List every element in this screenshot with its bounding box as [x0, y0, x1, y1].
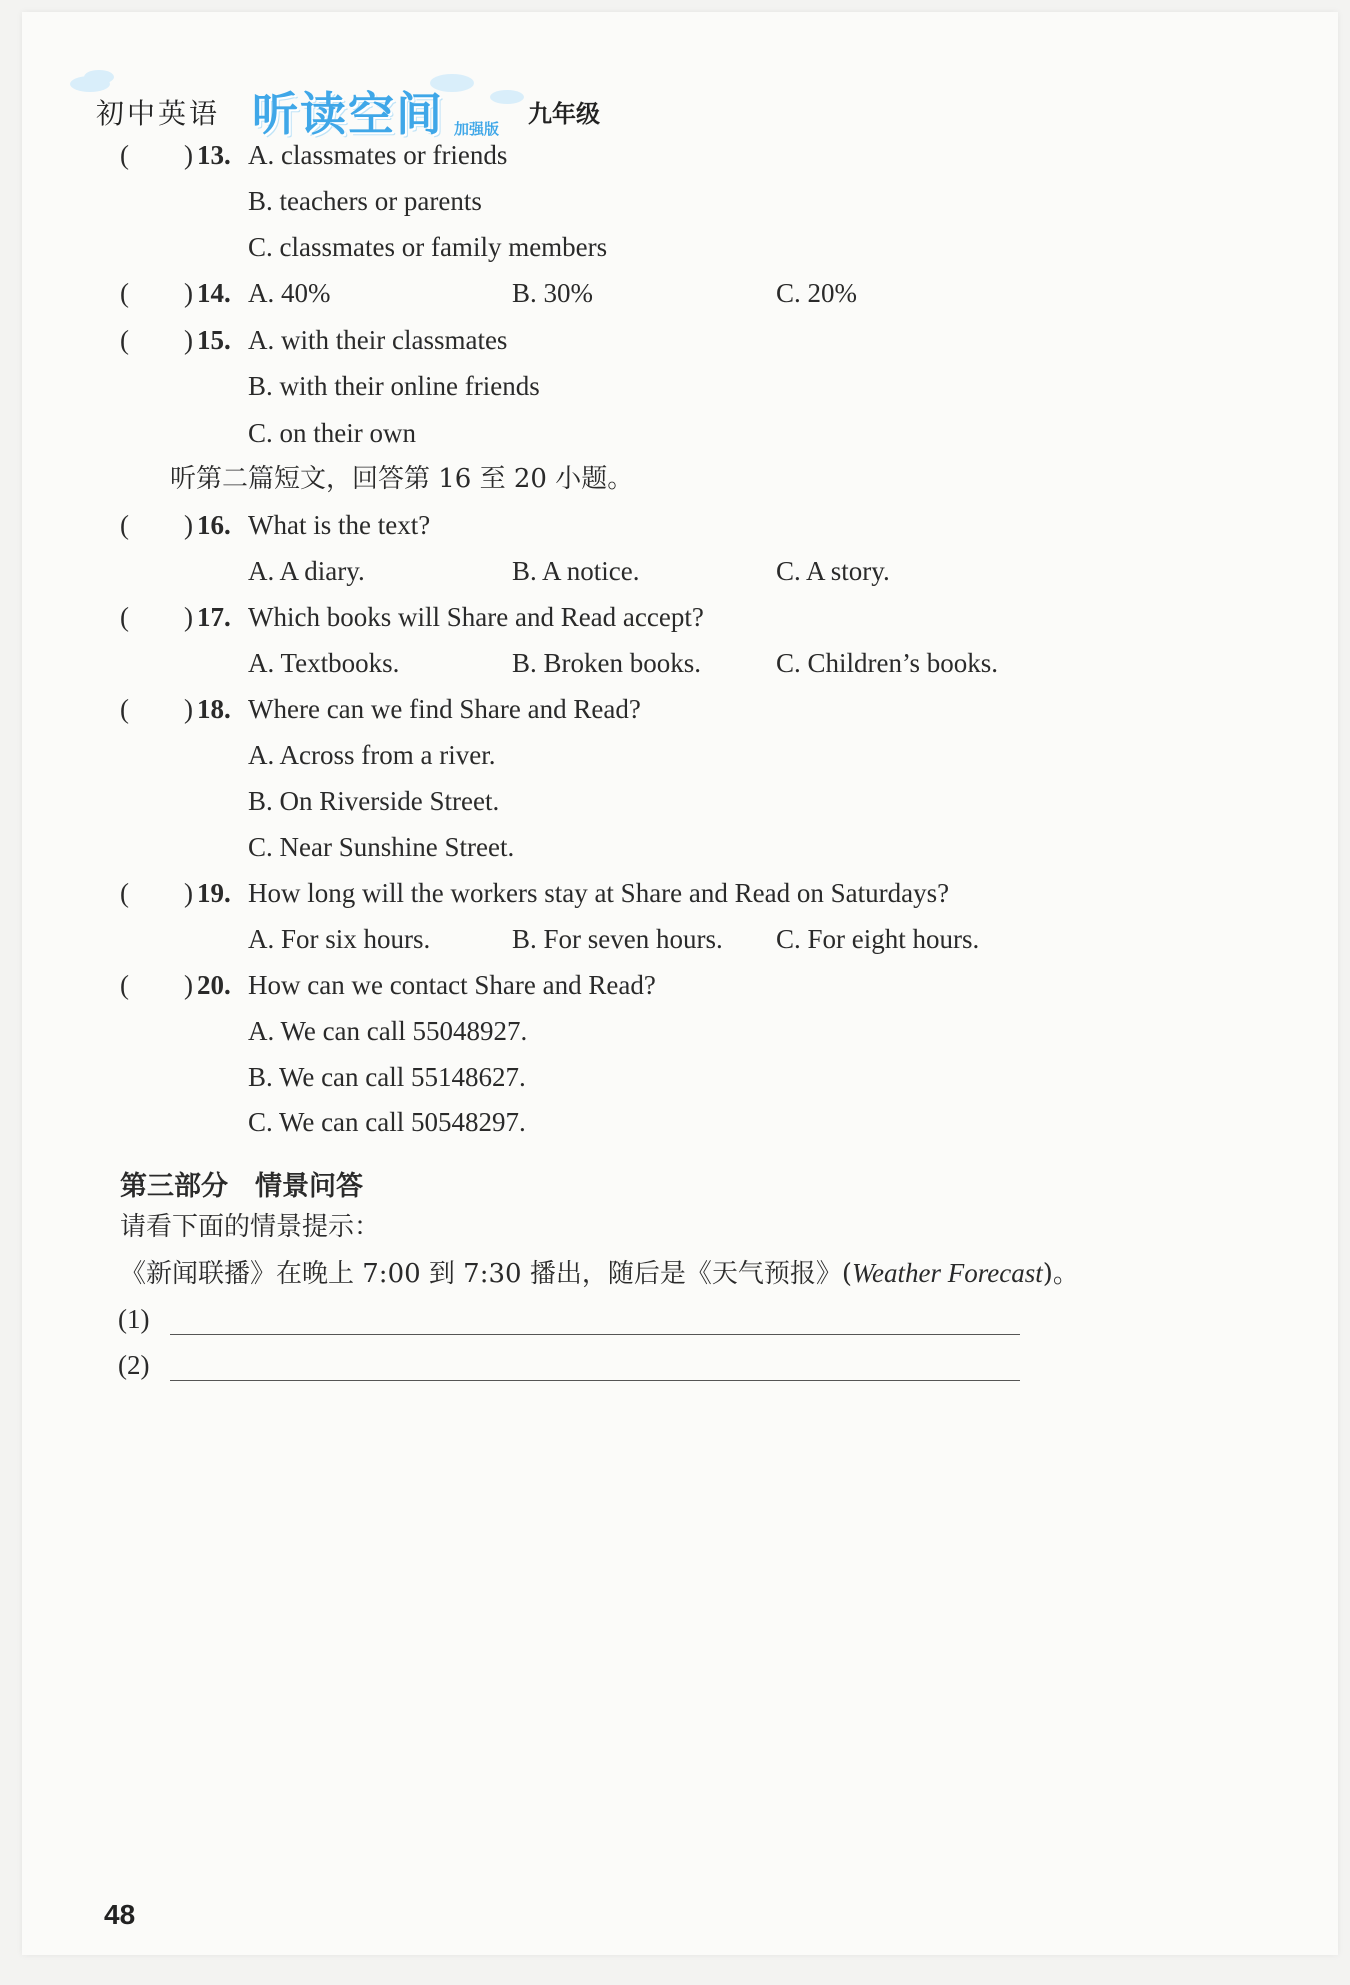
question-stem: Which books will Share and Read accept? [248, 602, 704, 632]
series-title: 初中英语 [96, 97, 221, 130]
option-b: B. 30% [512, 278, 593, 308]
question-stem: How long will the workers stay at Share and Read on Saturdays? [248, 878, 950, 908]
brand-logo: 听读空间 [252, 87, 444, 141]
option-c: C. 20% [776, 278, 857, 308]
scenario-english: Weather Forecast [851, 1258, 1043, 1288]
option-b: B. teachers or parents [248, 186, 482, 216]
edition-label: 加强版 [454, 120, 500, 138]
question-number: 14. [197, 278, 231, 308]
option-c: C. on their own [248, 418, 416, 448]
answer-blank-close: ) [184, 878, 193, 908]
question-number: 16. [197, 510, 231, 540]
option-a: A. with their classmates [248, 325, 508, 355]
part3-prompt: 请看下面的情景提示： [120, 1212, 381, 1242]
option-a: A. 40% [248, 278, 331, 308]
answer-blank-open[interactable]: ( [120, 278, 129, 308]
answer-blank-close: ) [184, 325, 193, 355]
answer-blank-close: ) [184, 510, 193, 540]
option-c: C. Children’s books. [776, 648, 999, 678]
question-stem: Where can we find Share and Read? [248, 694, 641, 724]
option-a: A. A diary. [248, 556, 365, 586]
answer-blank-open[interactable]: ( [120, 878, 129, 908]
option-c: C. Near Sunshine Street. [248, 832, 515, 862]
option-a: A. For six hours. [248, 924, 431, 954]
page-number: 48 [104, 1899, 136, 1930]
answer-blank-close: ) [184, 278, 193, 308]
answer-label-2: (2) [118, 1350, 150, 1380]
question-number: 13. [197, 140, 231, 170]
option-c: C. A story. [776, 556, 890, 586]
question-stem: What is the text? [248, 510, 431, 540]
answer-line-2[interactable] [170, 1380, 1020, 1381]
option-a: A. classmates or friends [248, 140, 508, 170]
answer-blank-open[interactable]: ( [120, 325, 129, 355]
workbook-page [22, 12, 1338, 1955]
answer-blank-close: ) [184, 970, 193, 1000]
option-a: A. Across from a river. [248, 740, 496, 770]
part3-title: 第三部分 情景问答 [120, 1171, 363, 1202]
option-b: B. On Riverside Street. [248, 786, 500, 816]
answer-blank-open[interactable]: ( [120, 602, 129, 632]
answer-blank-open[interactable]: ( [120, 970, 129, 1000]
question-number: 17. [197, 602, 231, 632]
question-number: 20. [197, 970, 231, 1000]
option-b: B. For seven hours. [512, 924, 723, 954]
answer-blank-open[interactable]: ( [120, 140, 129, 170]
page-header [70, 70, 670, 140]
option-c: C. classmates or family members [248, 232, 608, 262]
question-number: 19. [197, 878, 231, 908]
scenario-text: 《新闻联播》在晚上 7:00 到 7:30 播出，随后是《天气预报》( [120, 1259, 852, 1289]
option-b: B. Broken books. [512, 648, 701, 678]
question-number: 15. [197, 325, 231, 355]
answer-blank-open[interactable]: ( [120, 510, 129, 540]
option-b: B. with their online friends [248, 371, 540, 401]
passage-instruction: 听第二篇短文，回答第 16 至 20 小题。 [170, 464, 634, 494]
option-a: A. We can call 55048927. [248, 1016, 528, 1046]
answer-blank-open[interactable]: ( [120, 694, 129, 724]
question-stem: How can we contact Share and Read? [248, 970, 656, 1000]
option-b: B. A notice. [512, 556, 640, 586]
question-number: 18. [197, 694, 231, 724]
scenario-end: )。 [1042, 1259, 1079, 1289]
answer-blank-close: ) [184, 602, 193, 632]
answer-blank-close: ) [184, 694, 193, 724]
option-c: C. We can call 50548297. [248, 1107, 526, 1137]
option-b: B. We can call 55148627. [248, 1062, 526, 1092]
option-a: A. Textbooks. [248, 648, 400, 678]
answer-line-1[interactable] [170, 1334, 1020, 1335]
grade-label: 九年级 [528, 100, 600, 128]
answer-blank-close: ) [184, 140, 193, 170]
option-c: C. For eight hours. [776, 924, 980, 954]
part3-scenario [120, 1256, 1079, 1291]
answer-label-1: (1) [118, 1304, 150, 1334]
